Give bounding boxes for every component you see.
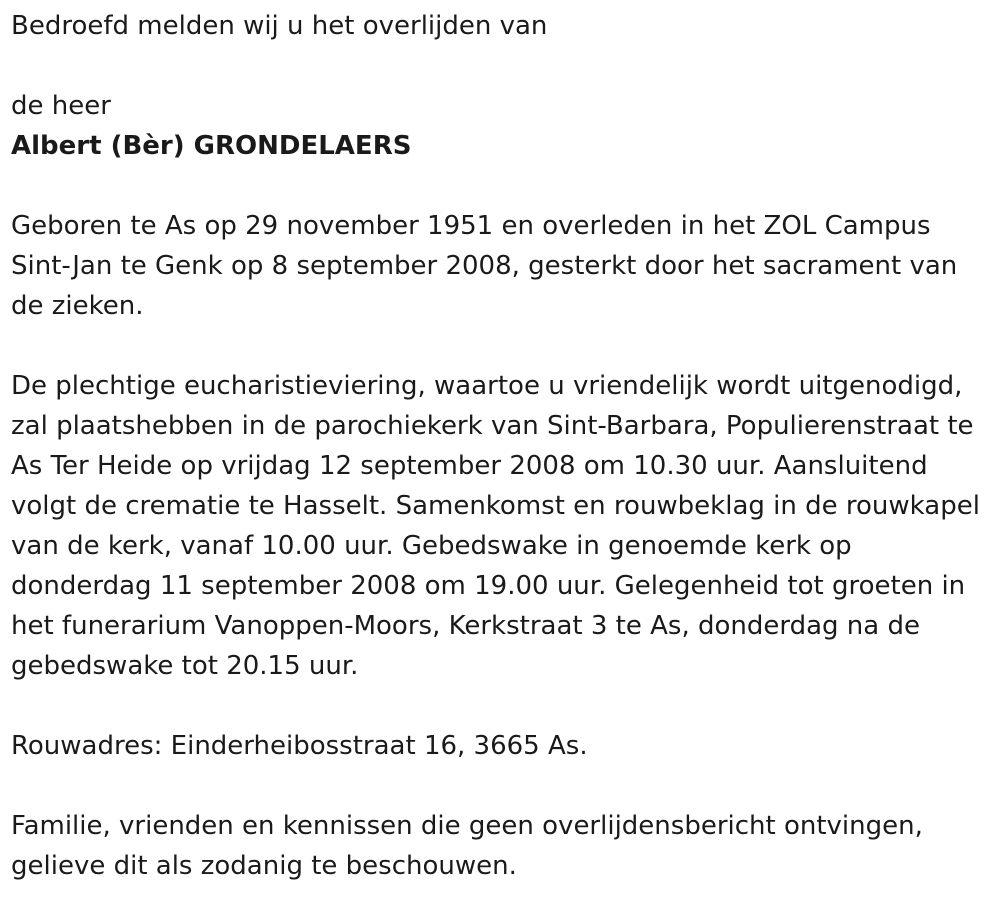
address-line: Rouwadres: Einderheibosstraat 16, 3665 As. [11, 731, 588, 761]
ceremony-paragraph: De plechtige eucharistieviering, waartoe u vriendelijk wordt uitgenodigd, zal plaatshebben in de parochiekerk van Sint-Barbara, Populierenstraat te As Ter Heide op vrijdag 12 september 2008 om 10.30 uur. Aansluitend volgt de crematie te Hasselt. Samenkomst en rouwbeklag in de rouwkapel van de kerk, vanaf 10.00 uur. Gebedswake in genoemde kerk op donderdag 11 september 2008 om 19.00 uur. Gelegenheid tot groeten in het funerarium Vanoppen-Moors, Kerkstraat 3 te As, donderdag na de gebedswake tot 20.15 uur. [11, 371, 980, 681]
birth-death-paragraph: Geboren te As op 29 november 1951 en overleden in het ZOL Campus Sint-Jan te Genk op 8 september 2008, gesterkt door het sacrament van de zieken. [11, 211, 958, 321]
title-line: de heer [11, 91, 111, 121]
intro-line: Bedroefd melden wij u het overlijden van [11, 11, 548, 41]
closing-paragraph: Familie, vrienden en kennissen die geen overlijdensbericht ontvingen, gelieve dit als zodanig te beschouwen. [11, 811, 923, 881]
death-notice [11, 6, 991, 886]
deceased-name: Albert (Bèr) GRONDELAERS [11, 131, 412, 161]
